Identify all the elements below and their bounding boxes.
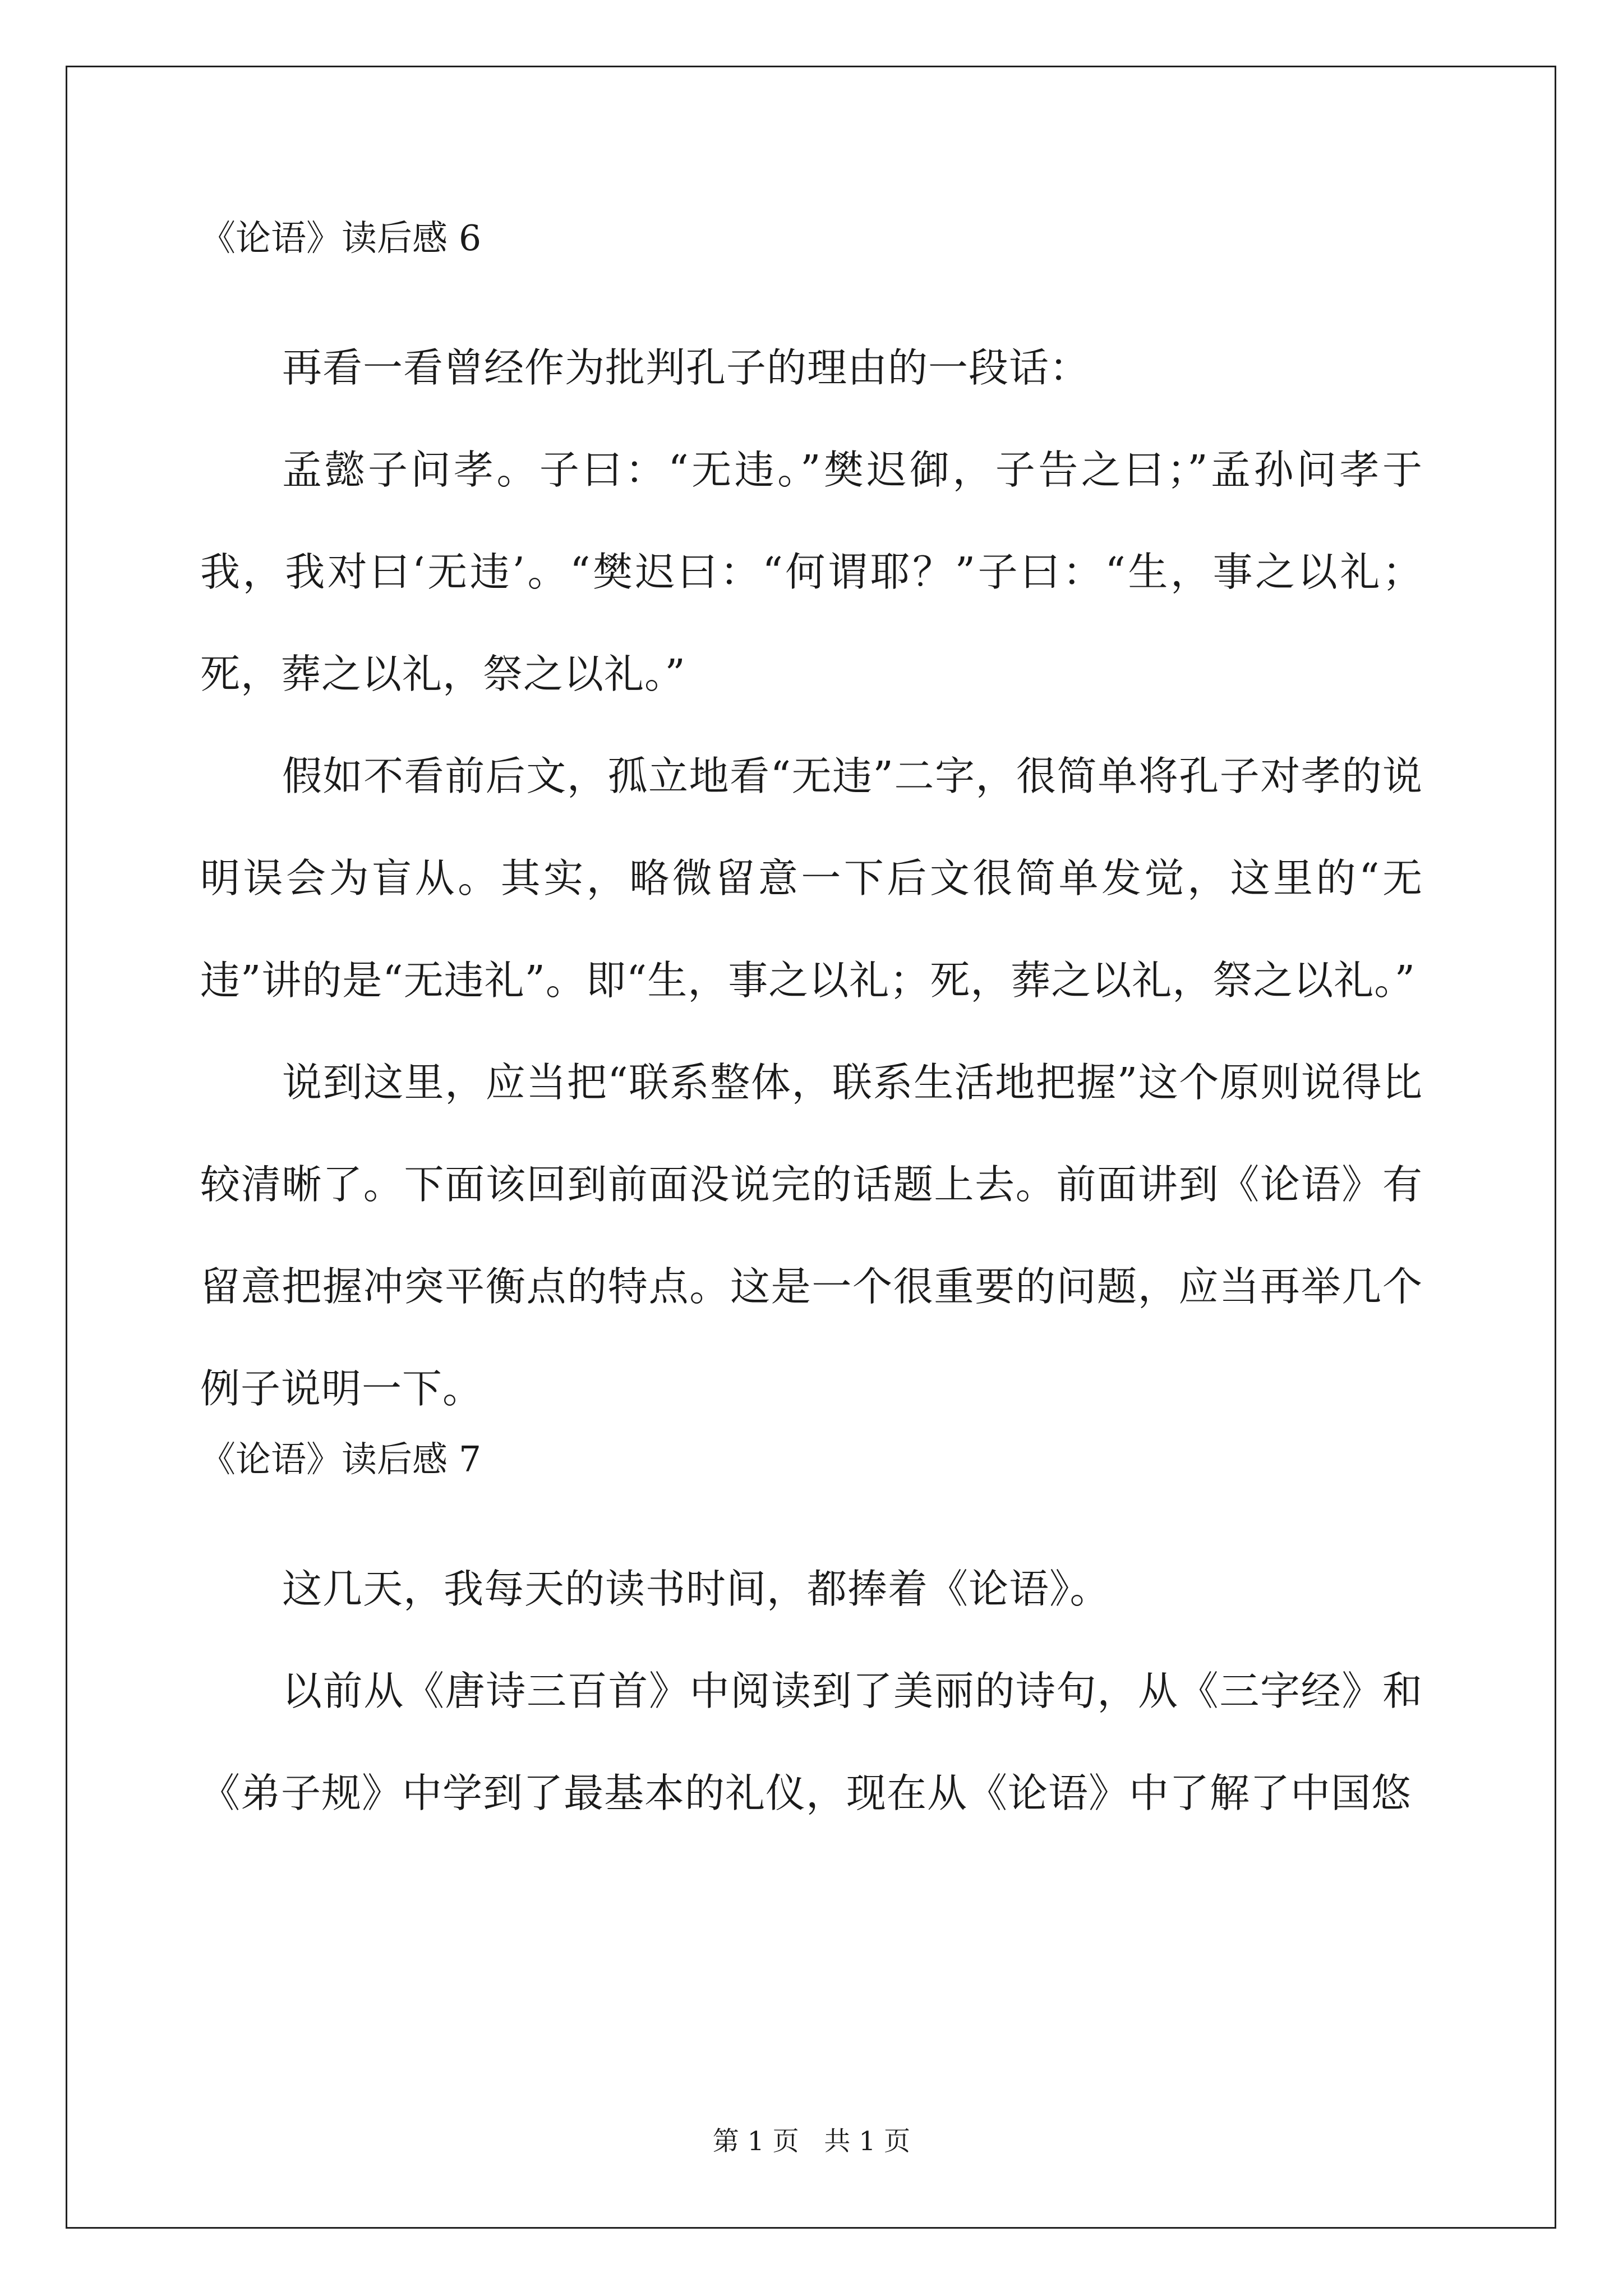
paragraph: 孟懿子问孝。子曰：“无违。”樊迟御，子告之曰；”孟孙问孝于我，我对曰‘无违’。“樊迟曰：“何谓耶？”子曰：“生，事之以礼；死，葬之以礼，祭之以礼。” xyxy=(200,447,1423,697)
paragraph: 假如不看前后文，孤立地看“无违”二字，很简单将孔子对孝的说明误会为盲从。其实，略微留意一下后文很简单发觉，这里的“无违”讲的是“无违礼”。即“生，事之以礼；死，葬之以礼，祭之以礼。” xyxy=(200,753,1423,1004)
paragraph: 再看一看曾经作为批判孔子的理由的一段话： xyxy=(282,344,1090,391)
page-number-footer: 第 1 页 共 1 页 xyxy=(712,2126,911,2157)
paragraph: 说到这里，应当把“联系整体，联系生活地把握”这个原则说得比较清晰了。下面该回到前面没说完的话题上去。前面讲到《论语》有留意把握冲突平衡点的特点。这是一个很重要的问题，应当再举几个例子说明一下。 xyxy=(200,1059,1423,1412)
paragraph: 以前从《唐诗三百首》中阅读到了美丽的诗句，从《三字经》和《弟子规》中学到了最基本的礼仪，现在从《论语》中了解了中国悠 xyxy=(200,1668,1423,1816)
section-heading-6: 《论语》读后感 6 xyxy=(200,218,482,259)
paragraph: 这几天，我每天的读书时间，都捧着《论语》。 xyxy=(282,1566,1110,1612)
section-heading-7: 《论语》读后感 7 xyxy=(200,1439,482,1480)
document-body xyxy=(200,213,1423,1844)
